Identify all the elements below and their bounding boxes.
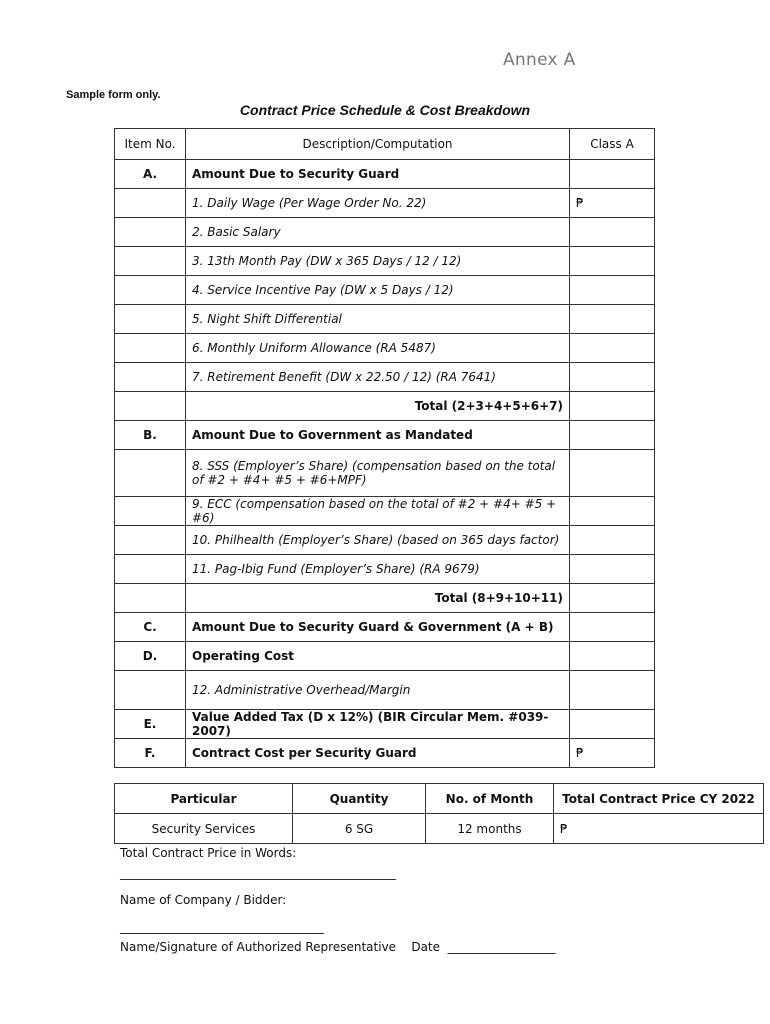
description-cell: Amount Due to Government as Mandated <box>186 421 570 450</box>
description-cell: Amount Due to Security Guard <box>186 160 570 189</box>
table-row <box>115 739 655 768</box>
item-no-cell <box>115 584 186 613</box>
value-cell[interactable] <box>570 305 655 334</box>
header-no-of-month: No. of Month <box>426 784 554 814</box>
header-class-a: Class A <box>570 129 655 160</box>
table-row <box>115 276 655 305</box>
value-cell[interactable] <box>570 555 655 584</box>
header-item-no: Item No. <box>115 129 186 160</box>
item-no-cell <box>115 450 186 497</box>
table-row <box>115 421 655 450</box>
description-cell: 12. Administrative Overhead/Margin <box>186 671 570 710</box>
item-no-cell <box>115 334 186 363</box>
cost-breakdown-table <box>114 128 655 768</box>
description-cell: 5. Night Shift Differential <box>186 305 570 334</box>
description-cell: Amount Due to Security Guard & Government (A + B) <box>186 613 570 642</box>
particular-cell: Security Services <box>115 814 293 844</box>
particulars-table <box>114 783 764 844</box>
table-row <box>115 247 655 276</box>
value-cell[interactable] <box>570 421 655 450</box>
value-cell[interactable] <box>570 671 655 710</box>
item-no-cell: C. <box>115 613 186 642</box>
description-cell: Operating Cost <box>186 642 570 671</box>
description-cell: 11. Pag-Ibig Fund (Employer’s Share) (RA 9679) <box>186 555 570 584</box>
description-cell: Total (8+9+10+11) <box>186 584 570 613</box>
table-row <box>115 363 655 392</box>
header-total-contract-price: Total Contract Price CY 2022 <box>554 784 764 814</box>
value-cell[interactable] <box>570 334 655 363</box>
table-row <box>115 642 655 671</box>
header-particular: Particular <box>115 784 293 814</box>
page-title: Contract Price Schedule & Cost Breakdown <box>239 102 531 118</box>
value-cell[interactable]: ₱ <box>570 189 655 218</box>
annex-label: Annex A <box>503 50 576 70</box>
quantity-cell: 6 SG <box>293 814 426 844</box>
table-row <box>115 218 655 247</box>
particulars-header-row <box>115 784 764 814</box>
value-cell[interactable] <box>570 642 655 671</box>
description-cell: Value Added Tax (D x 12%) (BIR Circular Mem. #039-2007) <box>186 710 570 739</box>
table-row <box>115 305 655 334</box>
description-cell: 8. SSS (Employer’s Share) (compensation based on the total of #2 + #4+ #5 + #6+MPF) <box>186 450 570 497</box>
table-row <box>115 334 655 363</box>
total-price-cell[interactable]: ₱ <box>554 814 764 844</box>
item-no-cell: E. <box>115 710 186 739</box>
description-cell: 2. Basic Salary <box>186 218 570 247</box>
description-cell: 10. Philhealth (Employer’s Share) (based on 365 days factor) <box>186 526 570 555</box>
table-row <box>115 160 655 189</box>
item-no-cell: B. <box>115 421 186 450</box>
description-cell: 9. ECC (compensation based on the total of #2 + #4+ #5 + #6) <box>186 497 570 526</box>
value-cell[interactable] <box>570 160 655 189</box>
value-cell[interactable] <box>570 526 655 555</box>
description-cell: 7. Retirement Benefit (DW x 22.50 / 12) (RA 7641) <box>186 363 570 392</box>
table-row <box>115 497 655 526</box>
description-cell: 4. Service Incentive Pay (DW x 5 Days / 12) <box>186 276 570 305</box>
item-no-cell: D. <box>115 642 186 671</box>
item-no-cell <box>115 363 186 392</box>
description-cell: Contract Cost per Security Guard <box>186 739 570 768</box>
value-cell[interactable] <box>570 247 655 276</box>
description-cell: Total (2+3+4+5+6+7) <box>186 392 570 421</box>
particulars-row <box>115 814 764 844</box>
signature-line[interactable]: __________________________________ <box>120 920 324 934</box>
table-row <box>115 189 655 218</box>
header-description: Description/Computation <box>186 129 570 160</box>
table-row <box>115 671 655 710</box>
value-cell[interactable] <box>570 218 655 247</box>
value-cell[interactable] <box>570 710 655 739</box>
item-no-cell <box>115 671 186 710</box>
value-cell[interactable] <box>570 392 655 421</box>
date-label: Date <box>411 940 441 954</box>
signature-label: Name/Signature of Authorized Representative <box>120 940 397 954</box>
header-quantity: Quantity <box>293 784 426 814</box>
item-no-cell <box>115 218 186 247</box>
item-no-cell <box>115 392 186 421</box>
sample-note: Sample form only. <box>66 89 161 101</box>
value-cell[interactable] <box>570 497 655 526</box>
item-no-cell <box>115 555 186 584</box>
signature-row <box>120 940 556 954</box>
item-no-cell: A. <box>115 160 186 189</box>
item-no-cell <box>115 526 186 555</box>
item-no-cell: F. <box>115 739 186 768</box>
item-no-cell <box>115 497 186 526</box>
description-cell: 6. Monthly Uniform Allowance (RA 5487) <box>186 334 570 363</box>
value-cell[interactable] <box>570 363 655 392</box>
value-cell[interactable] <box>570 276 655 305</box>
item-no-cell <box>115 247 186 276</box>
words-line[interactable]: ______________________________________________ <box>120 866 396 880</box>
table-row <box>115 526 655 555</box>
table-header-row <box>115 129 655 160</box>
months-cell: 12 months <box>426 814 554 844</box>
table-row <box>115 613 655 642</box>
description-cell: 3. 13th Month Pay (DW x 365 Days / 12 / 12) <box>186 247 570 276</box>
value-cell[interactable] <box>570 613 655 642</box>
table-row <box>115 555 655 584</box>
table-row <box>115 584 655 613</box>
item-no-cell <box>115 305 186 334</box>
table-row <box>115 710 655 739</box>
words-label: Total Contract Price in Words: <box>120 846 297 860</box>
value-cell[interactable] <box>570 450 655 497</box>
item-no-cell <box>115 189 186 218</box>
value-cell[interactable] <box>570 584 655 613</box>
value-cell[interactable]: ₱ <box>570 739 655 768</box>
table-row <box>115 450 655 497</box>
company-label: Name of Company / Bidder: <box>120 893 287 907</box>
date-line[interactable]: __________________ <box>447 940 556 954</box>
item-no-cell <box>115 276 186 305</box>
table-row <box>115 392 655 421</box>
description-cell: 1. Daily Wage (Per Wage Order No. 22) <box>186 189 570 218</box>
